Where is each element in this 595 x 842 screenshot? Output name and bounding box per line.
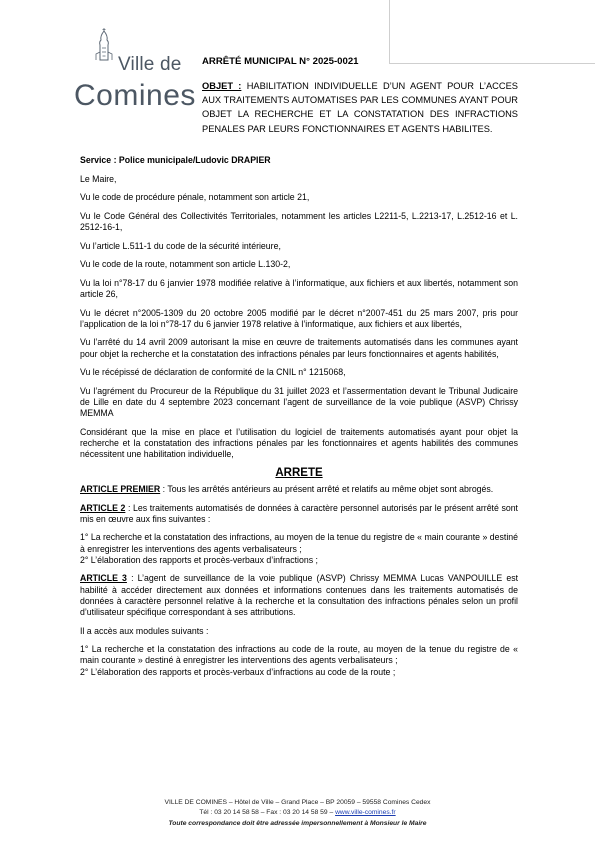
subject-text: HABILITATION INDIVIDUELLE D’UN AGENT POUR L’ACCES AUX TRAITEMENTS AUTOMATISES PAR LES COMMUNES AYANT POUR OBJET LA RECHERCHE ET LA CONSTATATION DES INFRACTIONS PENALES PAR LEURS FONCTIONNAIRES ET AGENTS HABILITES. xyxy=(202,81,518,134)
footer-contact: Tél : 03 20 14 58 58 – Fax : 03 20 14 58 59 – xyxy=(199,809,336,817)
subject-label: OBJET : xyxy=(202,81,242,91)
visa-3: Vu l’article L.511-1 du code de la sécurité intérieure, xyxy=(80,240,281,251)
article-1-text: : Tous les arrêtés antérieurs au présent arrêté et relatifs au même objet sont abrogés. xyxy=(160,483,494,494)
article-1 xyxy=(80,484,518,495)
arrete-title: ARRETE xyxy=(275,466,323,479)
footer-contact-line xyxy=(0,808,595,818)
visa-1: Vu le code de procédure pénale, notamment son article 21, xyxy=(80,192,310,203)
visa-4: Vu le code de la route, notamment son article L.130-2, xyxy=(80,259,291,270)
article-2-label: ARTICLE 2 xyxy=(80,502,126,513)
article-3-item-2: 2° L’élaboration des rapports et procès-verbaux d’infractions au code de la route ; xyxy=(80,666,396,677)
article-2-item-1: 1° La recherche et la constatation des infractions, au moyen de la tenue du registre de « main courante » destiné à enregistrer les interventions des agents verbalisateurs ; xyxy=(80,532,518,554)
visa-5: Vu la loi n°78-17 du 6 janvier 1978 modifiée relative à l’informatique, aux fichiers et aux libertés, notamment son article 26, xyxy=(80,277,518,299)
decree-body xyxy=(80,155,518,685)
city-logo xyxy=(74,24,200,114)
church-tower-icon xyxy=(94,28,114,62)
article-3 xyxy=(80,573,518,618)
article-1-label: ARTICLE PREMIER xyxy=(80,483,161,494)
article-3-label: ARTICLE 3 xyxy=(80,573,127,584)
article-3-text: : L’agent de surveillance de la voie publique (ASVP) Chrissy MEMMA Lucas VANPOUILLE est habilité à accéder directement aux données et informations contenues dans les traitements automatisés de données à caractère personnel relative à la recherche et la consultation des infractions pénales selon un profil d’utilisateur spécifique correspondant à ses attributions. xyxy=(80,573,518,617)
article-2 xyxy=(80,503,518,525)
logo-ville-text: Ville de xyxy=(118,54,182,75)
article-3-item-1: 1° La recherche et la constatation des infractions au code de la route, au moyen de la tenue du registre de « main courante » destiné à enregistrer les interventions des agents verbalisateurs ; xyxy=(80,644,518,666)
visa-6: Vu le décret n°2005-1309 du 20 octobre 2005 modifié par le décret n°2007-451 du 25 mars 2007, pris pour l’application de la loi n°78-17 du 6 janvier 1978 relative à l’informatique, aux fichiers et aux libertés, xyxy=(80,307,518,329)
decree-subject xyxy=(202,79,518,136)
logo-comines-text: Comines xyxy=(74,79,196,112)
article-3-modules-intro: Il a accès aux modules suivants : xyxy=(80,625,209,636)
footer-note: Toute correspondance doit être adressée impersonnellement à Monsieur le Maire xyxy=(168,819,427,827)
page-footer xyxy=(0,798,595,829)
visa-8: Vu le récépissé de déclaration de conformité de la CNIL n° 1215068, xyxy=(80,367,346,378)
visa-7: Vu l’arrêté du 14 avril 2009 autorisant la mise en œuvre de traitements automatisés dans les communes ayant pour objet la recherche et la constatation des infractions pénales par leurs fonctionnaires et agents habilités, xyxy=(80,337,518,359)
registration-stamp-box xyxy=(389,0,595,64)
article-2-item-2: 2° L’élaboration des rapports et procès-verbaux d’infractions ; xyxy=(80,554,318,565)
decree-title: ARRÊTÉ MUNICIPAL N° 2025-0021 xyxy=(202,56,359,67)
service-line: Service : Police municipale/Ludovic DRAPIER xyxy=(80,155,271,165)
visa-9: Vu l’agrément du Procureur de la République du 31 juillet 2023 et l’assermentation devant le Tribunal Judicaire de Lille en date du 4 septembre 2023 concernant l’agent de surveillance de la voie publique (ASVP) Chrissy MEMMA xyxy=(80,385,518,419)
visa-2: Vu le Code Général des Collectivités Territoriales, notamment les articles L2211-5, L.2213-17, L.2512-16 et L. 2512-16-1, xyxy=(80,210,518,232)
le-maire: Le Maire, xyxy=(80,173,117,184)
footer-address: VILLE DE COMINES – Hôtel de Ville – Grand Place – BP 20059 – 59558 Comines Cedex xyxy=(164,799,431,806)
website-link[interactable]: www.ville-comines.fr xyxy=(335,809,396,817)
article-2-text: : Les traitements automatisés de données à caractère personnel autorisés par le présent arrêté sont mis en œuvre aux fins suivantes : xyxy=(80,502,518,524)
considerant: Considérant que la mise en place et l’utilisation du logiciel de traitements automatisés ayant pour objet la recherche et la constatation des infractions pénales par les fonctionnaires et agents habilités des communes nécessitent une habilitation individuelle, xyxy=(80,426,518,460)
